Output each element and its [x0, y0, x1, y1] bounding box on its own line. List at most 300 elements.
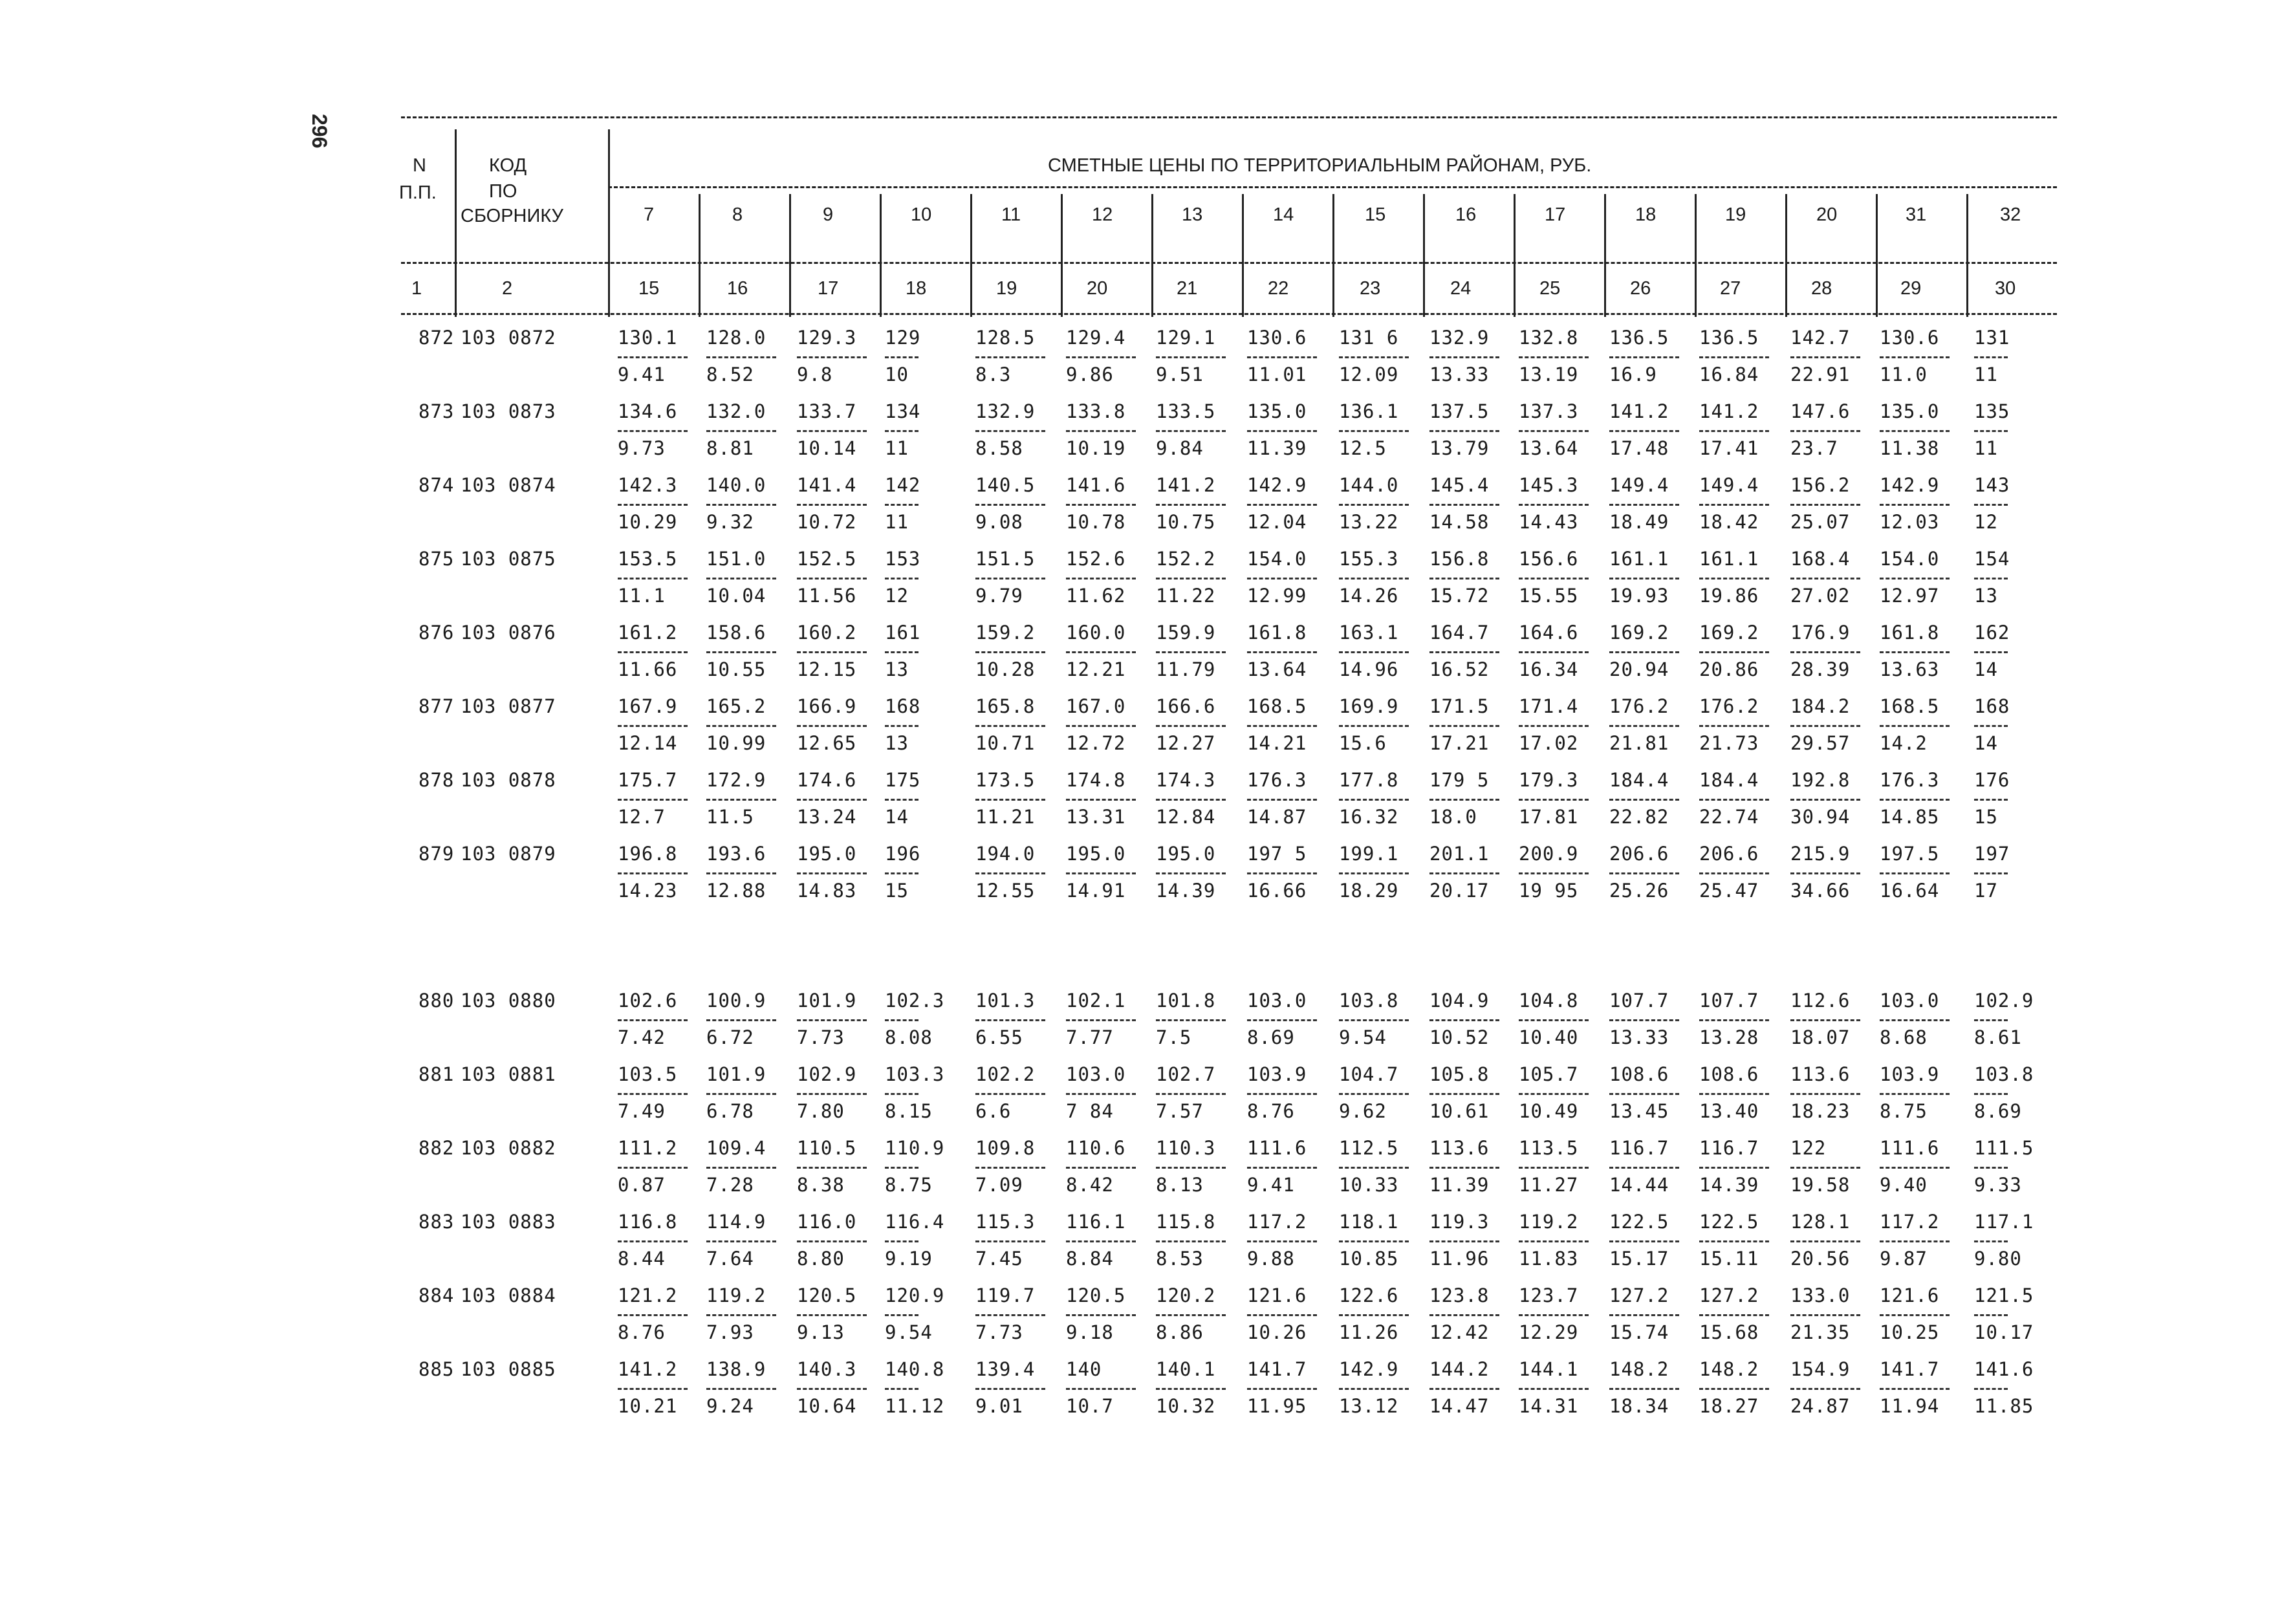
row-code: 103 0882	[461, 1137, 556, 1159]
fraction-rule	[1429, 1388, 1499, 1390]
table-cell: 8.42	[1066, 1174, 1114, 1196]
table-cell: 9.33	[1974, 1174, 2022, 1196]
table-cell: 122	[1790, 1137, 1827, 1159]
fraction-rule	[1699, 1388, 1769, 1390]
table-cell: 9.54	[885, 1321, 933, 1343]
table-cell: 24.87	[1790, 1395, 1851, 1417]
table-cell: 140.1	[1156, 1358, 1216, 1380]
table-cell: 102.1	[1066, 990, 1126, 1012]
table-cell: 7.49	[618, 1100, 666, 1122]
row-code: 103 0877	[461, 695, 556, 717]
fraction-rule	[1880, 1019, 1950, 1021]
table-cell: 131 6	[1339, 327, 1399, 349]
fraction-rule	[1699, 578, 1769, 579]
table-cell: 8.44	[618, 1248, 666, 1270]
fraction-rule	[797, 1388, 867, 1390]
header-colnum-28: 28	[1811, 278, 1832, 299]
header-colnum-20: 20	[1087, 278, 1108, 299]
table-cell: 116.7	[1609, 1137, 1669, 1159]
fraction-rule	[885, 504, 918, 506]
table-cell: 9.86	[1066, 363, 1114, 385]
table-cell: 11	[885, 437, 909, 459]
table-cell: 16.9	[1609, 363, 1657, 385]
fraction-rule	[1519, 1167, 1589, 1169]
table-cell: 10.19	[1066, 437, 1126, 459]
fraction-rule	[885, 725, 918, 727]
table-cell: 13.31	[1066, 806, 1126, 828]
fraction-rule	[797, 1167, 867, 1169]
table-cell: 156.2	[1790, 474, 1851, 496]
table-cell: 12.72	[1066, 732, 1126, 754]
header-code-label: КОД	[489, 155, 527, 176]
table-cell: 140.3	[797, 1358, 857, 1380]
fraction-rule	[1156, 430, 1226, 432]
table-cell: 168.5	[1247, 695, 1307, 717]
table-cell: 107.7	[1609, 990, 1669, 1012]
column-divider	[1785, 194, 1787, 317]
table-cell: 12.09	[1339, 363, 1399, 385]
table-cell: 12.42	[1429, 1321, 1490, 1343]
table-cell: 9.84	[1156, 437, 1204, 459]
table-cell: 154.0	[1247, 548, 1307, 570]
fraction-rule	[1247, 799, 1317, 801]
fraction-rule	[1790, 1388, 1860, 1390]
fraction-rule	[1429, 1093, 1499, 1095]
header-n-label: N	[413, 155, 426, 176]
column-divider	[880, 194, 882, 317]
row-code: 103 0874	[461, 474, 556, 496]
header-region-16: 16	[1455, 204, 1477, 225]
table-cell: 147.6	[1790, 400, 1851, 422]
row-number: 885	[418, 1358, 455, 1380]
header-region-10: 10	[911, 204, 932, 225]
table-cell: 171.5	[1429, 695, 1490, 717]
table-cell: 122.5	[1609, 1211, 1669, 1233]
table-cell: 120.9	[885, 1284, 945, 1306]
table-cell: 11.79	[1156, 658, 1216, 680]
table-cell: 21.35	[1790, 1321, 1851, 1343]
header-region-12: 12	[1092, 204, 1113, 225]
table-cell: 166.9	[797, 695, 857, 717]
fraction-rule	[975, 799, 1045, 801]
table-cell: 132.9	[975, 400, 1036, 422]
fraction-rule	[618, 872, 688, 874]
table-cell: 13.79	[1429, 437, 1490, 459]
table-cell: 120.5	[797, 1284, 857, 1306]
fraction-rule	[1339, 799, 1409, 801]
fraction-rule	[706, 430, 776, 432]
table-cell: 18.29	[1339, 880, 1399, 902]
fraction-rule	[1066, 651, 1136, 653]
table-cell: 197.5	[1880, 843, 1940, 865]
table-cell: 201.1	[1429, 843, 1490, 865]
fraction-rule	[1699, 1314, 1769, 1316]
table-cell: 18.07	[1790, 1026, 1851, 1048]
fraction-rule	[1880, 725, 1950, 727]
fraction-rule	[1609, 504, 1679, 506]
table-cell: 103.8	[1339, 990, 1399, 1012]
fraction-rule	[1790, 725, 1860, 727]
fraction-rule	[975, 578, 1045, 579]
table-cell: 18.27	[1699, 1395, 1759, 1417]
header-title: СМЕТНЫЕ ЦЕНЫ ПО ТЕРРИТОРИАЛЬНЫМ РАЙОНАМ, РУБ.	[1048, 155, 1592, 176]
fraction-rule	[1609, 430, 1679, 432]
fraction-rule	[1519, 1314, 1589, 1316]
table-cell: 12.7	[618, 806, 666, 828]
fraction-rule	[1066, 1314, 1136, 1316]
table-cell: 173.5	[975, 769, 1036, 791]
fraction-rule	[885, 1093, 918, 1095]
fraction-rule	[975, 504, 1045, 506]
fraction-rule	[1156, 872, 1226, 874]
table-cell: 112.6	[1790, 990, 1851, 1012]
fraction-rule	[1880, 578, 1950, 579]
table-cell: 22.91	[1790, 363, 1851, 385]
fraction-rule	[618, 1167, 688, 1169]
table-cell: 156.8	[1429, 548, 1490, 570]
fraction-rule	[1156, 1240, 1226, 1242]
table-cell: 11	[1974, 363, 1998, 385]
table-cell: 153	[885, 548, 921, 570]
row-code: 103 0885	[461, 1358, 556, 1380]
fraction-rule	[1156, 1167, 1226, 1169]
fraction-rule	[618, 799, 688, 801]
table-cell: 110.3	[1156, 1137, 1216, 1159]
fraction-rule	[1339, 872, 1409, 874]
table-cell: 142	[885, 474, 921, 496]
fraction-rule	[1156, 578, 1226, 579]
fraction-rule	[1519, 430, 1589, 432]
table-cell: 18.42	[1699, 511, 1759, 533]
fraction-rule	[1339, 1019, 1409, 1021]
table-cell: 131	[1974, 327, 2010, 349]
row-number: 883	[418, 1211, 455, 1233]
fraction-rule	[1699, 504, 1769, 506]
fraction-rule	[1339, 578, 1409, 579]
column-divider	[1604, 194, 1606, 317]
fraction-rule	[1519, 1019, 1589, 1021]
table-cell: 105.7	[1519, 1063, 1579, 1085]
fraction-rule	[1974, 651, 2008, 653]
table-cell: 140.5	[975, 474, 1036, 496]
fraction-rule	[1974, 1019, 2008, 1021]
table-cell: 13.63	[1880, 658, 1940, 680]
row-code: 103 0873	[461, 400, 556, 422]
table-cell: 132.9	[1429, 327, 1490, 349]
fraction-rule	[1790, 430, 1860, 432]
table-cell: 15.68	[1699, 1321, 1759, 1343]
table-cell: 15.11	[1699, 1248, 1759, 1270]
fraction-rule	[618, 430, 688, 432]
fraction-rule	[885, 578, 918, 579]
table-cell: 174.8	[1066, 769, 1126, 791]
table-cell: 14.87	[1247, 806, 1307, 828]
table-cell: 143	[1974, 474, 2010, 496]
column-divider	[970, 194, 972, 317]
table-cell: 20.17	[1429, 880, 1490, 902]
table-cell: 12.65	[797, 732, 857, 754]
fraction-rule	[1156, 356, 1226, 358]
fraction-rule	[1699, 1093, 1769, 1095]
table-cell: 9.51	[1156, 363, 1204, 385]
fraction-rule	[1974, 578, 2008, 579]
table-cell: 13.45	[1609, 1100, 1669, 1122]
row-number: 877	[418, 695, 455, 717]
table-cell: 12.21	[1066, 658, 1126, 680]
table-cell: 17.81	[1519, 806, 1579, 828]
table-cell: 165.8	[975, 695, 1036, 717]
table-cell: 7.80	[797, 1100, 845, 1122]
fraction-rule	[797, 1093, 867, 1095]
fraction-rule	[1247, 356, 1317, 358]
fraction-rule	[1156, 1019, 1226, 1021]
table-cell: 12.14	[618, 732, 678, 754]
fraction-rule	[975, 651, 1045, 653]
fraction-rule	[1519, 356, 1589, 358]
fraction-rule	[1339, 1388, 1409, 1390]
table-cell: 16.34	[1519, 658, 1579, 680]
header-colnum-1: 1	[411, 278, 422, 299]
table-cell: 117.2	[1247, 1211, 1307, 1233]
table-cell: 136.1	[1339, 400, 1399, 422]
table-cell: 196	[885, 843, 921, 865]
fraction-rule	[975, 725, 1045, 727]
table-cell: 169.2	[1699, 622, 1759, 644]
table-cell: 17.41	[1699, 437, 1759, 459]
fraction-rule	[1519, 1388, 1589, 1390]
table-cell: 151.0	[706, 548, 766, 570]
header-top-rule	[401, 116, 2057, 118]
fraction-rule	[618, 1240, 688, 1242]
fraction-rule	[1699, 356, 1769, 358]
table-cell: 7.09	[975, 1174, 1023, 1196]
table-cell: 8.38	[797, 1174, 845, 1196]
fraction-rule	[706, 872, 776, 874]
table-cell: 128.5	[975, 327, 1036, 349]
column-divider	[1695, 194, 1697, 317]
table-cell: 16.32	[1339, 806, 1399, 828]
table-cell: 130.6	[1880, 327, 1940, 349]
table-cell: 13.33	[1429, 363, 1490, 385]
fraction-rule	[1790, 578, 1860, 579]
fraction-rule	[1429, 725, 1499, 727]
table-cell: 179.3	[1519, 769, 1579, 791]
table-cell: 10.28	[975, 658, 1036, 680]
table-cell: 103.9	[1880, 1063, 1940, 1085]
table-cell: 102.7	[1156, 1063, 1216, 1085]
table-cell: 9.18	[1066, 1321, 1114, 1343]
column-divider	[1966, 194, 1968, 317]
table-cell: 14.44	[1609, 1174, 1669, 1196]
table-cell: 119.2	[1519, 1211, 1579, 1233]
table-cell: 104.7	[1339, 1063, 1399, 1085]
table-cell: 12.84	[1156, 806, 1216, 828]
table-cell: 102.9	[797, 1063, 857, 1085]
fraction-rule	[1066, 1167, 1136, 1169]
table-cell: 104.9	[1429, 990, 1490, 1012]
fraction-rule	[1790, 1019, 1860, 1021]
table-cell: 10.17	[1974, 1321, 2034, 1343]
fraction-rule	[1247, 725, 1317, 727]
fraction-rule	[1609, 1167, 1679, 1169]
table-cell: 153.5	[618, 548, 678, 570]
table-cell: 116.4	[885, 1211, 945, 1233]
table-cell: 193.6	[706, 843, 766, 865]
table-cell: 22.74	[1699, 806, 1759, 828]
table-cell: 16.84	[1699, 363, 1759, 385]
fraction-rule	[1339, 504, 1409, 506]
table-cell: 9.08	[975, 511, 1023, 533]
table-cell: 13	[885, 658, 909, 680]
fraction-rule	[1609, 1019, 1679, 1021]
table-cell: 11.56	[797, 585, 857, 607]
table-cell: 115.8	[1156, 1211, 1216, 1233]
fraction-rule	[1156, 1314, 1226, 1316]
fraction-rule	[885, 872, 918, 874]
table-cell: 12.27	[1156, 732, 1216, 754]
fraction-rule	[1066, 799, 1136, 801]
table-cell: 10	[885, 363, 909, 385]
table-cell: 152.6	[1066, 548, 1126, 570]
table-cell: 116.8	[618, 1211, 678, 1233]
table-cell: 11.38	[1880, 437, 1940, 459]
table-cell: 114.9	[706, 1211, 766, 1233]
table-cell: 133.7	[797, 400, 857, 422]
table-cell: 19.58	[1790, 1174, 1851, 1196]
fraction-rule	[618, 578, 688, 579]
row-number: 875	[418, 548, 455, 570]
fraction-rule	[1699, 1240, 1769, 1242]
table-cell: 11.83	[1519, 1248, 1579, 1270]
fraction-rule	[1066, 504, 1136, 506]
fraction-rule	[1609, 872, 1679, 874]
column-divider	[1061, 194, 1063, 317]
fraction-rule	[797, 872, 867, 874]
table-cell: 102.3	[885, 990, 945, 1012]
table-cell: 127.2	[1699, 1284, 1759, 1306]
fraction-rule	[1880, 356, 1950, 358]
table-cell: 110.5	[797, 1137, 857, 1159]
fraction-rule	[618, 504, 688, 506]
header-colnum-23: 23	[1360, 278, 1381, 299]
table-cell: 174.6	[797, 769, 857, 791]
row-number: 874	[418, 474, 455, 496]
table-cell: 142.9	[1880, 474, 1940, 496]
table-cell: 14.43	[1519, 511, 1579, 533]
fraction-rule	[885, 1388, 918, 1390]
table-cell: 107.7	[1699, 990, 1759, 1012]
table-cell: 116.7	[1699, 1137, 1759, 1159]
table-cell: 19 95	[1519, 880, 1579, 902]
table-cell: 120.2	[1156, 1284, 1216, 1306]
table-cell: 17.02	[1519, 732, 1579, 754]
fraction-rule	[1429, 430, 1499, 432]
table-cell: 113.6	[1429, 1137, 1490, 1159]
fraction-rule	[1609, 1093, 1679, 1095]
table-cell: 161.8	[1247, 622, 1307, 644]
table-cell: 10.32	[1156, 1395, 1216, 1417]
table-cell: 152.2	[1156, 548, 1216, 570]
page-number: 296	[308, 114, 331, 149]
header-colnum-30: 30	[1995, 278, 2016, 299]
fraction-rule	[618, 1019, 688, 1021]
fraction-rule	[1880, 1093, 1950, 1095]
table-cell: 14.96	[1339, 658, 1399, 680]
fraction-rule	[1699, 430, 1769, 432]
table-cell: 197 5	[1247, 843, 1307, 865]
table-cell: 21.73	[1699, 732, 1759, 754]
fraction-rule	[1699, 725, 1769, 727]
fraction-rule	[797, 1019, 867, 1021]
table-cell: 15.74	[1609, 1321, 1669, 1343]
table-cell: 15.17	[1609, 1248, 1669, 1270]
fraction-rule	[1880, 430, 1950, 432]
fraction-rule	[1156, 1388, 1226, 1390]
fraction-rule	[1429, 504, 1499, 506]
table-cell: 101.9	[797, 990, 857, 1012]
table-cell: 108.6	[1609, 1063, 1669, 1085]
row-code: 103 0878	[461, 769, 556, 791]
table-cell: 142.9	[1339, 1358, 1399, 1380]
header-n-label-2: П.П.	[399, 182, 437, 203]
table-cell: 141.7	[1880, 1358, 1940, 1380]
table-cell: 19.93	[1609, 585, 1669, 607]
header-colnum-15: 15	[638, 278, 660, 299]
fraction-rule	[885, 1240, 918, 1242]
table-cell: 22.82	[1609, 806, 1669, 828]
row-code: 103 0884	[461, 1284, 556, 1306]
table-cell: 8.68	[1880, 1026, 1928, 1048]
table-cell: 112.5	[1339, 1137, 1399, 1159]
column-divider	[1242, 194, 1244, 317]
table-cell: 105.8	[1429, 1063, 1490, 1085]
table-cell: 25.07	[1790, 511, 1851, 533]
table-cell: 134.6	[618, 400, 678, 422]
table-cell: 13.28	[1699, 1026, 1759, 1048]
table-cell: 108.6	[1699, 1063, 1759, 1085]
fraction-rule	[797, 430, 867, 432]
table-cell: 14.39	[1156, 880, 1216, 902]
fraction-rule	[618, 1388, 688, 1390]
header-colnum-21: 21	[1177, 278, 1198, 299]
table-cell: 141.6	[1066, 474, 1126, 496]
table-cell: 141.2	[1699, 400, 1759, 422]
fraction-rule	[1609, 1240, 1679, 1242]
header-colnum-22: 22	[1268, 278, 1289, 299]
table-cell: 141.2	[1609, 400, 1669, 422]
table-cell: 12.29	[1519, 1321, 1579, 1343]
fraction-rule	[706, 1167, 776, 1169]
table-cell: 159.2	[975, 622, 1036, 644]
fraction-rule	[1609, 1388, 1679, 1390]
fraction-rule	[1247, 651, 1317, 653]
table-cell: 111.2	[618, 1137, 678, 1159]
table-cell: 10.7	[1066, 1395, 1114, 1417]
table-cell: 10.25	[1880, 1321, 1940, 1343]
table-cell: 102.2	[975, 1063, 1036, 1085]
table-cell: 9.13	[797, 1321, 845, 1343]
table-cell: 14	[885, 806, 909, 828]
table-cell: 14.39	[1699, 1174, 1759, 1196]
table-cell: 135	[1974, 400, 2010, 422]
fraction-rule	[1609, 799, 1679, 801]
table-cell: 129	[885, 327, 921, 349]
table-cell: 17.21	[1429, 732, 1490, 754]
table-cell: 11.22	[1156, 585, 1216, 607]
row-number: 879	[418, 843, 455, 865]
column-divider	[1151, 194, 1153, 317]
table-cell: 164.7	[1429, 622, 1490, 644]
